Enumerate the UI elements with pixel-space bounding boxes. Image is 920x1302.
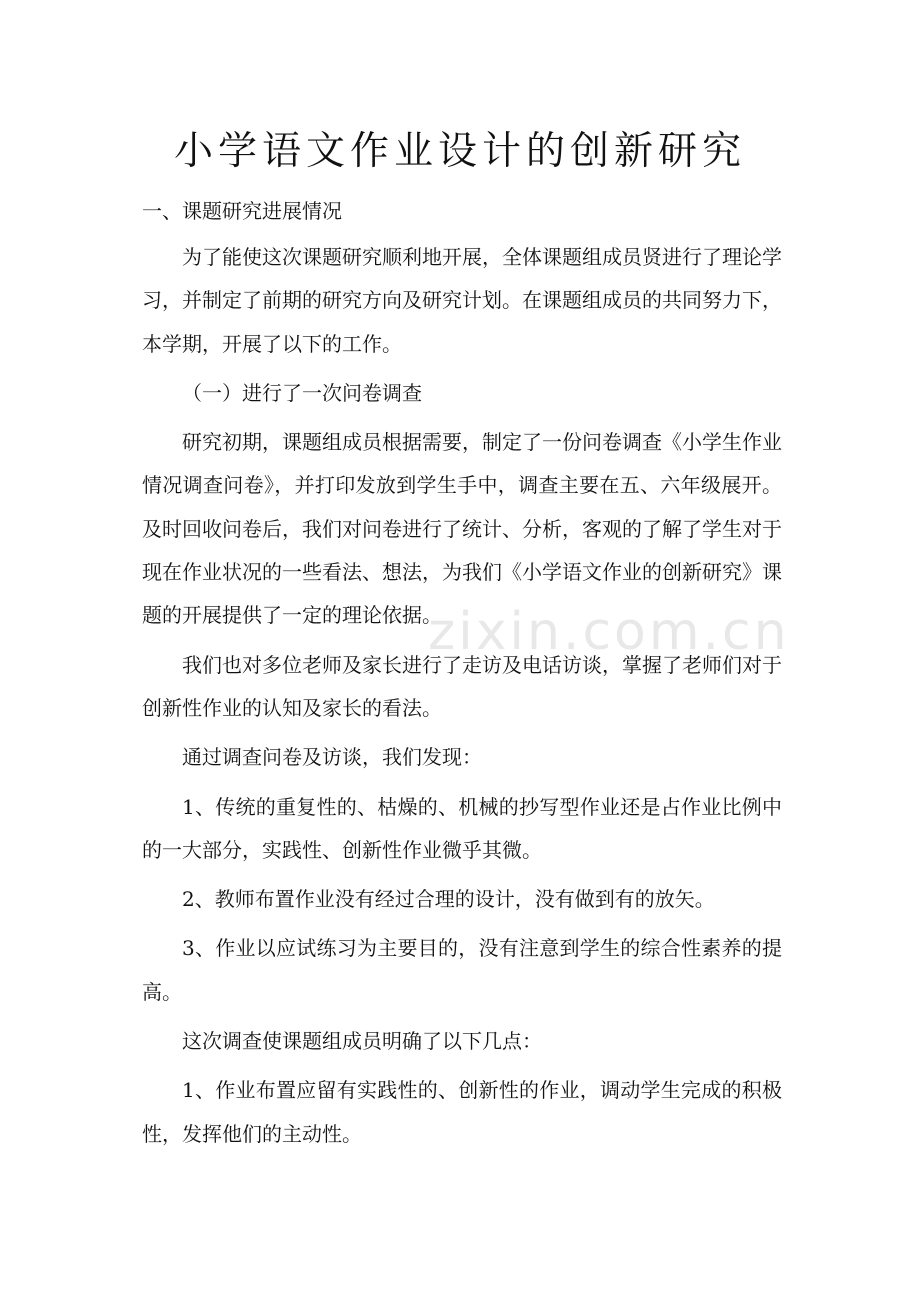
finding-item-3: 3、作业以应试练习为主要目的，没有注意到学生的综合性素养的提高。 bbox=[142, 936, 782, 1004]
paragraph-conclusions-intro: 这次调查使课题组成员明确了以下几点： bbox=[182, 1029, 542, 1054]
paragraph-survey: 研究初期，课题组成员根据需要，制定了一份问卷调查《小学生作业情况调查问卷》，并打印发放到学生手中，调查主要在五、六年级展开。及时回收问卷后，我们对问卷进行了统计、分析，客观的了解了学生对于现在作业状况的一些看法、想法，为我们《小学语文作业的创新研究》课题的开展提供了一定的理论依据。 bbox=[142, 430, 782, 628]
section-heading: 一、课题研究进展情况 bbox=[142, 199, 342, 223]
subsection-heading: （一）进行了一次问卷调查 bbox=[182, 380, 422, 405]
paragraph-interviews: 我们也对多位老师及家长进行了走访及电话访谈，掌握了老师们对于创新性作业的认知及家长的看法。 bbox=[142, 652, 782, 720]
paragraph-findings-intro: 通过调查问卷及访谈，我们发现： bbox=[182, 745, 482, 770]
document-title: 小学语文作业设计的创新研究 bbox=[173, 129, 746, 174]
finding-item-2: 2、教师布置作业没有经过合理的设计，没有做到有的放矢。 bbox=[182, 887, 715, 912]
conclusion-item-1: 1、作业布置应留有实践性的、创新性的作业，调动学生完成的积极性，发挥他们的主动性。 bbox=[142, 1078, 782, 1146]
paragraph-intro: 为了能使这次课题研究顺利地开展，全体课题组成员贤进行了理论学习，并制定了前期的研究方向及研究计划。在课题组成员的共同努力下，本学期，开展了以下的工作。 bbox=[142, 245, 782, 356]
finding-item-1: 1、传统的重复性的、枯燥的、机械的抄写型作业还是占作业比例中的一大部分，实践性、创新性作业微乎其微。 bbox=[142, 794, 782, 862]
watermark: zixin.com.cn bbox=[428, 602, 790, 662]
document-body bbox=[142, 236, 782, 1162]
